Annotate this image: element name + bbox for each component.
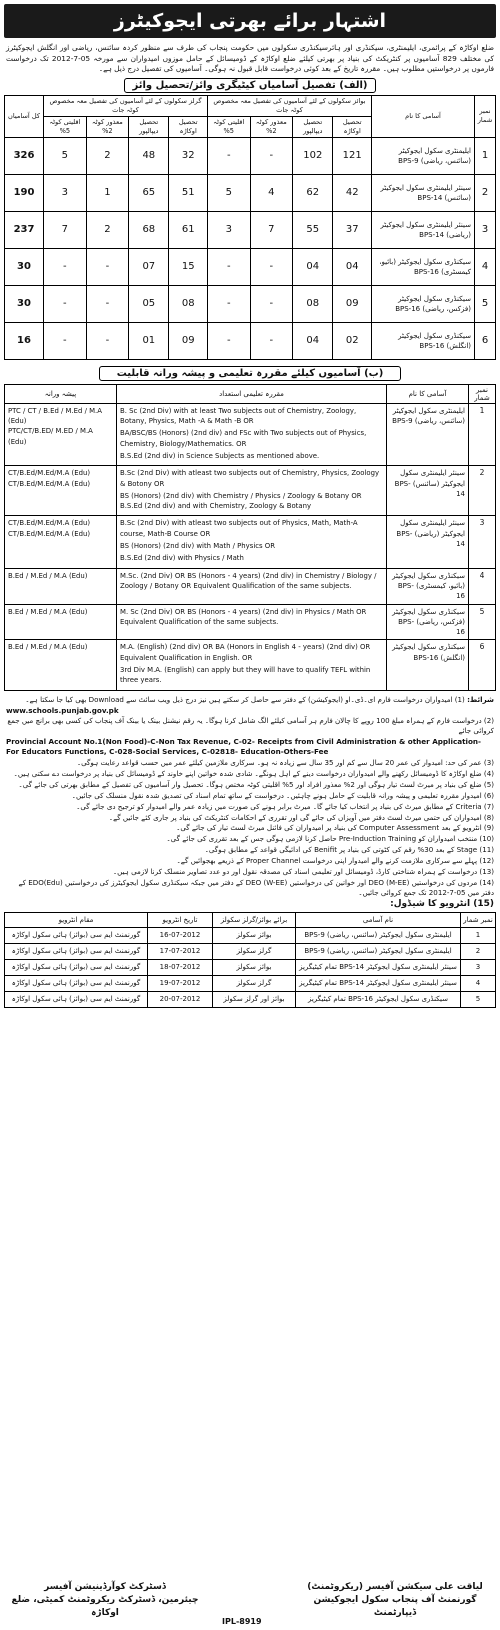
cell-value: 5: [44, 137, 87, 174]
cell-value: -: [207, 285, 250, 322]
cell-venue: گورنمنٹ ایم سی (بوائز) ہائی سکول اوکاڑہ: [5, 927, 148, 943]
cell-professional: [5, 568, 117, 604]
table-row: [5, 174, 496, 211]
cell-serial: 3: [461, 959, 496, 975]
cell-value: 55: [293, 211, 333, 248]
cell-value: 04: [333, 248, 372, 285]
cell-total: 326: [5, 137, 44, 174]
intro-paragraph: ضلع اوکاڑہ کے پرائمری، ایلیمنٹری، سیکنڈری اور ہائرسیکنڈری سکولوں میں حکومت پنجاب کی طرف سے منظور کردہ سائنس، ریاضی اور انگلش ایجوکیٹرز کی مختلف 829 آسامیوں پر کنٹریکٹ کی بنیاد پر بھرتی کیلئے ضلع اوکاڑہ کے ڈومیسائل کے حامل موزوں امیدواران سے مورخہ 05-7-2012 تک درخواست فارموں پر درخواستیں مطلوب ہیں۔ مقررہ تاریخ کے بعد کوئی درخواست قابل قبول نہ ہوگی۔ آسامیوں کی تفصیل درج ذیل ہے۔: [6, 43, 495, 74]
cell-value: 3: [44, 174, 87, 211]
cell-post: سینئر ایلیمنٹری سکول ایجوکیٹر (ریاضی) BPS-14: [387, 516, 469, 568]
col-serial: نمبر شمار: [469, 384, 496, 403]
col-qualification: مقررہ تعلیمی استعداد: [117, 384, 387, 403]
cell-serial: 6: [475, 322, 496, 359]
terms-heading: شرائط:: [467, 694, 494, 704]
cell-venue: گورنمنٹ ایم سی (بوائز) ہائی سکول اوکاڑہ: [5, 975, 148, 991]
cell-serial: 5: [469, 604, 496, 640]
cell-post: سیکنڈری سکول ایجوکیٹر (انگلش) BPS-16: [387, 640, 469, 690]
cell-post: سینئر ایلیمنٹری سکول ایجوکیٹر (سائنس) BPS-14: [372, 174, 475, 211]
cell-value: -: [86, 285, 128, 322]
cell-value: 02: [333, 322, 372, 359]
qualification-line: BS (Honors) (2nd div) with Chemistry / Physics / Zoology & Botany OR B.S.Ed (2nd div) and with Chemistry, Zoology & Botany: [120, 491, 362, 511]
qualification-line: B. Sc (2nd Div) with at least Two subjects out of Chemistry, Zoology, Botany, Physics, Math -A & Math -B OR: [120, 406, 357, 426]
terms-item: (9) انٹرویو کے بعد Computer Assessment کی بنیاد پر امیدواران کی فائنل میرٹ لسٹ تیار کی جائے گی۔: [176, 823, 494, 833]
cell-serial: 1: [461, 927, 496, 943]
page-title: اشتہار برائے بھرتی ایجوکیٹرز: [4, 4, 496, 38]
qualification-line: M.Sc. (2nd Div) OR BS (Honors - 4 years) (2nd div) in Chemistry / Biology / Zoology / Botany OR Equivalent Qualification of the same subjects.: [120, 571, 377, 590]
schedule-title-text: انٹرویو کا شیڈول:: [390, 898, 471, 909]
cell-post: ایلیمنٹری سکول ایجوکیٹر (سائنس، ریاضی) BPS-9: [387, 403, 469, 465]
cell-professional: [5, 403, 117, 465]
terms-item: (2) درخواست فارم کے ہمراہ مبلغ 100 روپے کا چالان فارم ہر آسامی کیلئے الگ شامل کرنا ہوگا۔ یہ رقم نیشنل بینک یا بینک آف پنجاب کی کسی بھی برانچ میں جمع کروائی جائے: [7, 716, 494, 736]
col-sub: تحصیل اوکاڑہ: [169, 116, 207, 137]
qualification-line: B.Sc (2nd Div) with atleast two subjects out of Chemistry, Physics, Zoology & Botony OR: [120, 469, 380, 488]
terms-item: (12) پہلے سے سرکاری ملازمت کرنے والے امیدوار اپنی درخواست Proper Channel کے ذریعے بھجوائیں گے۔: [176, 856, 494, 866]
cell-value: 07: [129, 248, 169, 285]
table-row: [5, 568, 496, 604]
cell-value: 08: [169, 285, 207, 322]
table-row: [5, 927, 496, 943]
terms-item: (4) ضلع اوکاڑہ کا ڈومیسائل رکھنے والے امیدواران درخواست دینے کے اہل ہونگے۔ شادی شدہ خواتین اپنے خاوند کے ڈومیسائل کی بنیاد پر درخواست دے سکتی ہیں۔: [13, 768, 494, 778]
terms-item: (5) ضلع کی بنیاد پر میرٹ لسٹ تیار ہوگی اور 2% معذور افراد اور 5% اقلیتی کوٹہ مختص ہوگا۔ تحصیل وار آسامیوں کی تفصیل کے مطابق بھرتی کی جائے گی۔: [18, 779, 494, 789]
cell-value: 7: [250, 211, 292, 248]
qualification-line: M.A. (English) (2nd div) OR BA (Honors in English 4 - years) (2nd div) OR Equivalent Qualification in English. OR: [120, 643, 371, 662]
cell-value: 62: [293, 174, 333, 211]
cell-post: ایلیمنٹری سکول ایجوکیٹر (سائنس، ریاضی) BPS-9: [296, 927, 461, 943]
table-row: [5, 466, 496, 516]
professional-line: PTC / CT / B.Ed / M.Ed / M.A (Edu): [8, 406, 102, 426]
cell-value: 3: [207, 211, 250, 248]
table-row: [5, 991, 496, 1007]
terms-item: (10) منتخب امیدواران کو Pre-Induction Training حاصل کرنا لازمی ہوگی جس کے بعد تقرری کی جائے گی۔: [166, 834, 494, 844]
cell-serial: 4: [469, 568, 496, 604]
cell-total: 190: [5, 174, 44, 211]
cell-value: 01: [129, 322, 169, 359]
cell-post: ایلیمنٹری سکول ایجوکیٹر (سائنس، ریاضی) BPS-9: [372, 137, 475, 174]
cell-date: 19-07-2012: [148, 975, 213, 991]
cell-date: 18-07-2012: [148, 959, 213, 975]
cell-value: -: [44, 248, 87, 285]
cell-value: 48: [129, 137, 169, 174]
professional-line: CT/B.Ed/M.Ed/M.A (Edu): [8, 529, 91, 538]
cell-value: 2: [86, 211, 128, 248]
cell-professional: [5, 466, 117, 516]
qualification-line: B.Sc (2nd Div) with atleast two subjects out of Physics, Math, Math-A course, Math-B Course OR: [120, 519, 358, 538]
cell-serial: 4: [475, 248, 496, 285]
cell-value: 09: [333, 285, 372, 322]
col-date: تاریخ انٹرویو: [148, 912, 213, 927]
col-sub: معذور کوٹہ 2%: [250, 116, 292, 137]
cell-value: 51: [169, 174, 207, 211]
qualification-line: M. Sc (2nd Div) OR BS (Honors - 4 years) (2nd div) in Physics / Math OR Equivalent Qualification of the same subjects.: [120, 607, 367, 626]
qualification-line: B.S.Ed (2nd div) with Physics / Math: [120, 554, 244, 563]
cell-qualification: [117, 640, 387, 690]
cell-post: ایلیمنٹری سکول ایجوکیٹر (سائنس، ریاضی) BPS-9: [296, 943, 461, 959]
professional-line: B.Ed / M.Ed / M.A (Edu): [8, 571, 88, 580]
cell-post: سینئر ایلیمنٹری سکول ایجوکیٹر BPS-14 تمام کیٹیگریز: [296, 959, 461, 975]
cell-value: 04: [293, 322, 333, 359]
cell-post: سینئر ایلیمنٹری سکول ایجوکیٹر (سائنس) BPS-14: [387, 466, 469, 516]
col-sub: تحصیل دیپالپور: [293, 116, 333, 137]
cell-serial: 6: [469, 640, 496, 690]
cell-post: سیکنڈری سکول ایجوکیٹر (بائیو، کیمسٹری) BPS-16: [372, 248, 475, 285]
col-boys-group: بوائز سکولوں کے لئے آسامیوں کی تفصیل معہ مخصوص کوٹہ جات: [207, 95, 371, 116]
cell-date: 16-07-2012: [148, 927, 213, 943]
cell-school: گرلز سکولز: [213, 943, 296, 959]
cell-post: سینئر ایلیمنٹری سکول ایجوکیٹر BPS-14 تمام کیٹیگریز: [296, 975, 461, 991]
col-sub: اقلیتی کوٹہ 5%: [44, 116, 87, 137]
professional-line: PTC/CT/B.ED/ M.ED / M.A (Edu): [8, 427, 93, 446]
table-row: [5, 211, 496, 248]
vacancies-table: [4, 95, 496, 360]
col-professional: پیشہ ورانہ: [5, 384, 117, 403]
cell-post: سیکنڈری سکول ایجوکیٹر (بائیو، کیمسٹری) BPS-16: [387, 568, 469, 604]
cell-value: 4: [250, 174, 292, 211]
terms-item: (7) Criteria کے مطابق میرٹ کی بنیاد پر انتخاب کیا جائے گا۔ میرٹ برابر ہونے کی صورت میں زیادہ عمر والے امیدوار کو ترجیح دی جائے گی۔: [76, 801, 494, 811]
qualification-table: [4, 384, 496, 691]
cell-qualification: [117, 604, 387, 640]
cell-value: 102: [293, 137, 333, 174]
terms-item: (6) امیدوار مقررہ تعلیمی و پیشہ ورانہ قابلیت کے حامل ہونے چاہئیں۔ درخواست کے ساتھ تمام اسناد کی تصدیق شدہ نقول منسلک کی جائیں۔: [71, 790, 494, 800]
cell-total: 30: [5, 285, 44, 322]
col-post: نام آسامی: [296, 912, 461, 927]
interview-schedule-table: [4, 912, 496, 1008]
cell-post: سیکنڈری سکول ایجوکیٹر (فزکس، ریاضی) BPS-16: [387, 604, 469, 640]
cell-value: -: [250, 137, 292, 174]
professional-line: CT/B.Ed/M.Ed/M.A (Edu): [8, 479, 91, 488]
cell-value: -: [207, 248, 250, 285]
section-a-title: (الف) تفصیل آسامیاں کیٹیگری وائز/تحصیل وائز: [124, 78, 376, 93]
cell-value: -: [250, 322, 292, 359]
cell-value: 04: [293, 248, 333, 285]
table-row: [5, 137, 496, 174]
cell-value: -: [86, 322, 128, 359]
signature-line: ڈسٹرکٹ کوآرڈینیشن آفیسر: [44, 1582, 166, 1592]
table-row: [5, 403, 496, 465]
cell-serial: 3: [469, 516, 496, 568]
website-link[interactable]: www.schools.punjab.gov.pk: [6, 705, 119, 715]
col-serial: نمبر شمار: [475, 95, 496, 137]
cell-value: 32: [169, 137, 207, 174]
signature-line: لیاقت علی سیکشن آفیسر (ریکروٹمنٹ): [307, 1582, 483, 1592]
cell-date: 17-07-2012: [148, 943, 213, 959]
section-officer-signature: [300, 1581, 490, 1620]
cell-value: 08: [293, 285, 333, 322]
qualification-line: BA/BSC/BS (Honors) (2nd div) and FSc with Two subjects out of Physics, Chemistry, Biology/Mathematics. OR: [120, 429, 367, 448]
cell-value: -: [250, 285, 292, 322]
schedule-title: [6, 900, 494, 910]
cell-value: 68: [129, 211, 169, 248]
table-row: [5, 285, 496, 322]
cell-professional: [5, 516, 117, 568]
col-sub: معذور کوٹہ 2%: [86, 116, 128, 137]
cell-serial: 3: [475, 211, 496, 248]
terms-item-number: (15): [473, 898, 494, 909]
cell-serial: 5: [461, 991, 496, 1007]
cell-serial: 4: [461, 975, 496, 991]
cell-value: 65: [129, 174, 169, 211]
terms-item: (11) Stage کے بعد 30% رقم کی کٹوتی کی بنیاد پر Benifit کی ادائیگی قواعد کے مطابق ہوگی۔: [204, 845, 494, 855]
table-row: [5, 604, 496, 640]
cell-post: سینئر ایلیمنٹری سکول ایجوکیٹر (ریاضی) BPS-14: [372, 211, 475, 248]
cell-value: -: [44, 285, 87, 322]
cell-post: سیکنڈری سکول ایجوکیٹر BPS-16 تمام کیٹیگریز: [296, 991, 461, 1007]
professional-line: CT/B.Ed/M.Ed/M.A (Edu): [8, 469, 91, 478]
professional-line: B.Ed / M.Ed / M.A (Edu): [8, 643, 88, 652]
cell-value: 42: [333, 174, 372, 211]
cell-serial: 5: [475, 285, 496, 322]
table-row: [5, 943, 496, 959]
terms-item: (8) امیدواران کی حتمی میرٹ لسٹ دفتر میں آویزاں کی جائے گی اور تقرری کے احکامات کنٹریکٹ کی بنیاد پر جاری کئے جائیں گے۔: [108, 812, 494, 822]
table-row: [5, 959, 496, 975]
cell-value: -: [44, 322, 87, 359]
terms-item: [6, 695, 494, 705]
cell-serial: 2: [469, 466, 496, 516]
col-sub: تحصیل دیپالپور: [129, 116, 169, 137]
cell-qualification: [117, 403, 387, 465]
cell-school: گرلز سکولز: [213, 975, 296, 991]
professional-line: CT/B.Ed/M.Ed/M.A (Edu): [8, 519, 91, 528]
cell-value: 09: [169, 322, 207, 359]
cell-serial: 1: [469, 403, 496, 465]
cell-value: -: [207, 137, 250, 174]
table-row: [5, 322, 496, 359]
cell-school: بوائز سکولز: [213, 959, 296, 975]
cell-qualification: [117, 466, 387, 516]
table-row: [5, 975, 496, 991]
cell-qualification: [117, 516, 387, 568]
terms-text: (1) امیدواران درخواست فارم ای۔ڈی۔او (ایجوکیشن) کے دفتر سے حاصل کر سکتے ہیں نیز درج ذیل ویب سائٹ سے Download بھی کیا جا سکتا ہے۔: [25, 694, 465, 704]
col-sub: اقلیتی کوٹہ 5%: [207, 116, 250, 137]
dco-signature: [10, 1581, 200, 1620]
account-line: Provincial Account No.1(Non Food)-C-Non Tax Revenue, C-02- Receipts from Civil Administration & other Application-For Educators Functions, C-028-Social Services, C-02818- Education-Others-Fee: [6, 737, 482, 757]
terms-item: (14) مردوں کی درخواستیں DEO (M-EE) اور خواتین کی درخواستیں DEO (W-EE) کے دفتر میں جبکہ سیکنڈری سکول ایجوکیٹرز کی درخواستیں EDO(Edu) کے دفتر میں 05-7-2012 تک جمع کروائی جائیں۔: [18, 878, 494, 897]
cell-value: 5: [207, 174, 250, 211]
cell-value: 2: [86, 137, 128, 174]
cell-venue: گورنمنٹ ایم سی (بوائز) ہائی سکول اوکاڑہ: [5, 959, 148, 975]
cell-serial: 2: [461, 943, 496, 959]
cell-professional: [5, 640, 117, 690]
cell-value: 121: [333, 137, 372, 174]
cell-venue: گورنمنٹ ایم سی (بوائز) ہائی سکول اوکاڑہ: [5, 991, 148, 1007]
cell-value: 15: [169, 248, 207, 285]
cell-value: -: [250, 248, 292, 285]
cell-school: بوائز اور گرلز سکولز: [213, 991, 296, 1007]
professional-line: B.Ed / M.Ed / M.A (Edu): [8, 607, 88, 616]
signature-line: گورنمنٹ آف پنجاب سکول ایجوکیشن ڈیپارٹمنٹ: [313, 1595, 477, 1618]
terms-item: (3) عمر کی حد: امیدوار کی عمر 20 سال سے کم اور 35 سال سے زیادہ نہ ہو۔ سرکاری ملازمین کیلئے عمر میں حسب قواعد رعایت ہوگی۔: [76, 758, 494, 768]
signature-block: [4, 1581, 496, 1625]
col-school: برائے بوائز/گرلز سکولز: [213, 912, 296, 927]
cell-serial: 1: [475, 137, 496, 174]
qualification-line: 3rd Div M.A. (English) can apply but they will have to qualify TEFL within three years.: [120, 666, 371, 685]
col-total: کل آسامیاں: [5, 95, 44, 137]
cell-qualification: [117, 568, 387, 604]
terms-item: (13) درخواست کے ہمراہ شناختی کارڈ، ڈومیسائل اور تعلیمی اسناد کی مصدقہ نقول اور دو عدد تصاویر منسلک کرنا لازمی ہیں۔: [112, 867, 494, 877]
qualification-line: BS (Honors) (2nd div) with Math / Physics OR: [120, 542, 276, 551]
col-serial: نمبر شمار: [461, 912, 496, 927]
section-b-title: (ب) آسامیوں کیلئے مقررہ تعلیمی و پیشہ ورانہ قابلیت: [99, 366, 401, 381]
cell-school: بوائز سکولز: [213, 927, 296, 943]
cell-value: 61: [169, 211, 207, 248]
cell-value: 7: [44, 211, 87, 248]
table-row: [5, 640, 496, 690]
cell-post: سیکنڈری سکول ایجوکیٹر (فزکس، ریاضی) BPS-16: [372, 285, 475, 322]
table-row: [5, 516, 496, 568]
cell-total: 16: [5, 322, 44, 359]
cell-value: 37: [333, 211, 372, 248]
cell-value: 1: [86, 174, 128, 211]
signature-line: چیئرمین، ڈسٹرکٹ ریکروٹمنٹ کمیٹی، ضلع اوکاڑہ: [11, 1595, 199, 1618]
cell-total: 237: [5, 211, 44, 248]
col-sub: تحصیل اوکاڑہ: [333, 116, 372, 137]
cell-serial: 2: [475, 174, 496, 211]
col-girls-group: گرلز سکولوں کے لئے آسامیوں کی تفصیل معہ مخصوص کوٹہ جات: [44, 95, 208, 116]
qualification-line: B.S.Ed (2nd div) in Science Subjects as mentioned above.: [120, 451, 320, 460]
cell-value: 05: [129, 285, 169, 322]
cell-venue: گورنمنٹ ایم سی (بوائز) ہائی سکول اوکاڑہ: [5, 943, 148, 959]
cell-total: 30: [5, 248, 44, 285]
table-row: [5, 248, 496, 285]
cell-professional: [5, 604, 117, 640]
col-post: آسامی کا نام: [387, 384, 469, 403]
terms-section: [6, 695, 494, 910]
cell-value: -: [86, 248, 128, 285]
ipl-number: IPL-8919: [222, 1617, 262, 1626]
col-venue: مقام انٹرویو: [5, 912, 148, 927]
cell-value: -: [207, 322, 250, 359]
cell-post: سیکنڈری سکول ایجوکیٹر (انگلش) BPS-16: [372, 322, 475, 359]
col-post: آسامی کا نام: [372, 95, 475, 137]
cell-date: 20-07-2012: [148, 991, 213, 1007]
advertisement-page: [4, 4, 496, 1626]
